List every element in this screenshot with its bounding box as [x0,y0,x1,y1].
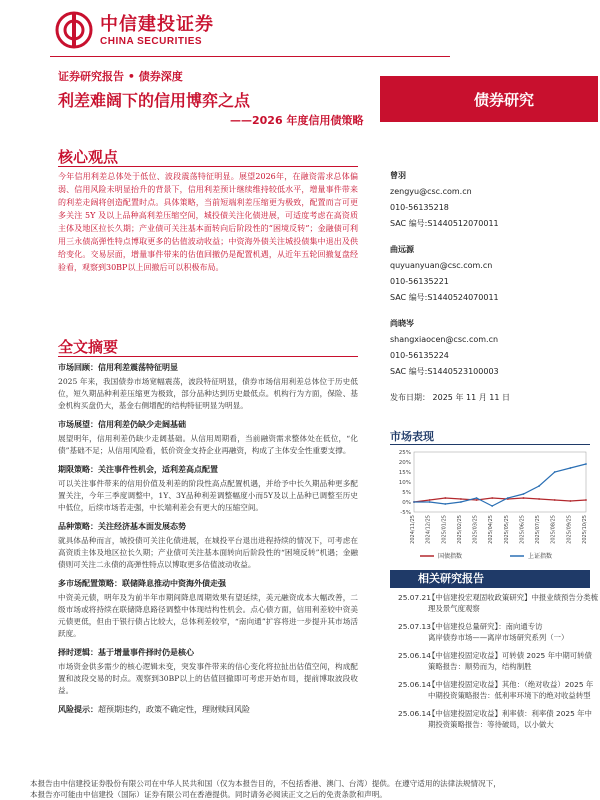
related-list [398,592,598,737]
market-heading: 市场表现 [390,430,434,443]
data-point [585,499,587,501]
related-item[interactable] [398,632,598,643]
legend-label: 国债指数 [438,553,463,560]
core-text: 今年信用利差总体处于低位、波段震荡特征明显。展望2026年，在融资需求总体偏弱、信用风险未明显抬升的背景下，信用利差预计继续维持较低水平，增量事件带来的利差走阔将创造配置时点。具体策略，当前短端利差压缩更为极致，配置而言可更多关注 5Y 及以上品种高利差压缩空间，城投债关注化债进展，可适度考虑在高资质主体及地区拉长久期；产业债可关注基本面转向后阶段性的“困境反转”；金融债可利用三永债高弹性特点博取更多的估值波动收益；中资海外债关注城投债集中退出及供给变化。交易层面，增量事件带来的估值回撤仍是配置机遇，从近年五轮回撤复盘经验看，观察到30BP以上回撤后可以积极布局。 [58,172,358,272]
series-line [414,464,586,506]
analyst-sac: SAC 编号:S1440524070011 [390,293,499,302]
logo [54,10,214,50]
header-rule [50,56,450,57]
analyst-phone: 010-56135224 [390,351,449,360]
market-rule [390,444,590,445]
related-date: 25.06.14 [398,680,431,689]
publish-date: 发布日期： 2025 年 11 月 11 日 [390,393,510,402]
y-tick-label: 20% [398,460,411,466]
risk-text: 超预期违约，政策不确定性，理财赎回风险 [98,705,250,714]
x-tick-label: 2025/02/25 [456,515,463,544]
logo-text-cn: 中信建投证券 [100,13,214,35]
data-point [413,501,415,503]
analyst-name: 尚晓岑 [390,319,414,328]
summary-block-body: 2025 年来，我国债券市场宽幅震荡，波段特征明显，债券市场信用利差总体位于历史低位，短久期品种利差压缩更为极致，部分品种达到历史最低点。机构行为方面，保险、基金机构买盘仍大，基金右侧增配的结构特征明显为明显。 [58,377,358,410]
related-title[interactable]: 【中信建投总量研究】：南向通专访 [428,622,543,631]
x-tick-label: 2025/04/25 [488,515,495,544]
x-tick-label: 2025/05/25 [503,515,510,544]
summary-block-body: 可以关注事件带来的信用价值及利差的阶段性高点配置机遇，并给予中长久期品种更多配置关注，今年三季度调整中，1Y、3Y品种利差调整幅度小而5Y及以上品种已调整至历史中低位，后续市场若走强，中长端利差会有更大的压缩空间。 [58,479,358,512]
summary-section [58,362,358,715]
data-point [569,467,571,469]
summary-block-heading: 市场展望：信用利差仍缺少走阔基础 [58,420,186,429]
related-date: 25.07.21 [398,593,431,602]
data-point [554,471,556,473]
data-point [429,501,431,503]
related-item[interactable] [398,621,598,632]
summary-block [58,419,358,457]
analyst-sac: SAC 编号:S1440523100003 [390,367,499,376]
data-point [460,498,462,500]
analyst-email: shangxiaocen@csc.com.cn [390,335,499,344]
disclaimer-line: 本报告由中信建投证券股份有限公司在中华人民共和国（仅为本报告目的，不包括香港、澳门、台湾）提供。在遵守适用的法律法规情况下， [30,779,501,788]
analyst-name: 曾羽 [390,171,406,180]
related-item[interactable] [398,650,598,672]
data-point [507,497,509,499]
related-title[interactable]: 【中信建投宏观固收政策研究】中报业绩预告分类梳理及景气度观察 [428,593,598,613]
x-tick-label: 2025/01/25 [441,515,448,544]
section-banner: 债券研究 [380,76,598,122]
data-point [491,497,493,499]
x-tick-label: 2024/11/25 [410,515,416,544]
data-point [523,493,525,495]
related-date: 25.07.13 [398,622,431,631]
related-date: 25.06.14 [398,709,431,718]
summary-block-body: 市场资金供多需少的核心逻辑未变，突发事件带来的信心变化将拉扯出估值空间，构成配置和波段交易的时点。观察到30BP以上的估值回撤即可考虑开始布局，提前博取波段收益。 [58,662,358,695]
data-point [444,497,446,499]
y-tick-label: 5% [402,490,411,496]
x-tick-label: 2025/03/25 [472,515,479,544]
core-heading: 核心观点 [58,148,119,166]
related-heading: 相关研究报告 [390,570,590,588]
summary-block [58,578,358,640]
summary-block-heading: 期限策略：关注事件性机会，适利差高点配置 [58,465,218,474]
analyst-card [390,170,550,230]
related-item[interactable] [398,679,598,701]
summary-block-body: 展望明年，信用利差仍缺少走阔基础。从信用周期看，当前融资需求整体处在低位，“化债”基础不足；从信用风险看，低价资金支持企业再融资，构成了主体安全性重要支撑。 [58,434,358,455]
data-point [585,463,587,465]
legend-label: 上证指数 [528,553,553,560]
disclaimer-line: 本报告亦可能由中信建投（国际）证券有限公司在香港提供。同时请务必阅读正文之后的免责条款和声明。 [30,790,387,799]
data-point [429,499,431,501]
data-point [476,499,478,501]
data-point [569,500,571,502]
summary-block-heading: 择时逻辑：基于增量事件择时仍是核心 [58,648,194,657]
data-point [460,501,462,503]
y-tick-label: 10% [398,480,411,486]
x-tick-label: 2025/09/25 [566,515,573,544]
summary-block [58,362,358,412]
data-point [538,498,540,500]
y-tick-label: 0% [402,500,411,506]
analyst-panel [390,170,550,404]
x-tick-label: 2025/08/25 [550,515,557,544]
summary-heading: 全文摘要 [58,338,119,356]
data-point [476,497,478,499]
summary-rule [58,356,358,357]
csc-logo-icon [54,10,94,50]
related-date: 25.06.14 [398,651,431,660]
x-tick-label: 2024/12/25 [425,515,432,544]
y-tick-label: 15% [398,470,411,476]
data-point [444,503,446,505]
analyst-sac: SAC 编号:S1440512070011 [390,219,499,228]
core-rule [58,166,358,167]
risk-note [58,704,358,715]
x-tick-label: 2025/10/25 [582,515,588,544]
analyst-name: 曲远源 [390,245,414,254]
related-title[interactable]: 离岸债券市场——离岸市场研究系列（一） [428,633,569,642]
x-tick-label: 2025/06/25 [519,515,526,544]
summary-block-heading: 多市场配置策略：联储降息推动中资海外债走强 [58,579,226,588]
summary-block [58,521,358,571]
logo-text-en: CHINA SECURITIES [100,35,203,47]
analyst-phone: 010-56135218 [390,203,449,212]
summary-block [58,464,358,514]
related-title[interactable]: 【中信建投固定收益】其他：（绝对收益）2025 年中期投资策略报告：低利率环境下的绝对收益转型 [428,680,594,700]
related-title[interactable]: 【中信建投固定收益】可转债 2025 年中期可转债策略报告：顺势而为，结构制胜 [428,651,592,671]
related-title[interactable]: 【中信建投固定收益】利率债：利率债 2025 年中期投资策略报告：等待破局，以小做大 [428,709,592,729]
analyst-card [390,244,550,304]
report-subtitle: ——2026 年度信用债策略 [230,114,364,127]
y-tick-label: -5% [400,510,411,516]
report-title: 利差难阔下的信用博弈之点 [58,91,251,110]
related-item[interactable] [398,708,598,730]
data-point [538,485,540,487]
data-point [491,505,493,507]
summary-block [58,647,358,697]
risk-label: 风险提示： [58,705,98,714]
summary-block-heading: 市场回顾：信用利差震荡特征明显 [58,363,178,372]
analyst-email: quyuanyuan@csc.com.cn [390,261,493,270]
related-item[interactable] [398,592,598,614]
breadcrumb: 证券研究报告 • 债券深度 [58,70,183,83]
summary-block-body: 就具体品种而言，城投债可关注化债进展，在城投平台退出进程持续的情况下，可考虑在高资质主体及地区拉长久期；产业债可关注基本面转向后阶段性的“困境反转”机遇；金融债则可关注二永债的高弹性特点以博取更多估值波动收益。 [58,536,358,569]
market-chart [390,446,590,564]
disclaimer-footer [30,778,590,800]
x-tick-label: 2025/07/25 [535,515,542,544]
analyst-email: zengyu@csc.com.cn [390,187,472,196]
analyst-card [390,318,550,378]
y-tick-label: 25% [398,450,411,456]
summary-block-heading: 品种策略：关注经济基本面发展态势 [58,522,186,531]
summary-block-body: 中资美元债，明年及为前半年市期间降息周期效果有望延续，美元融资成本大幅改善，二级市场或将持续在联储降息路径调整中体现结构性机会。点心债方面，信用利差较中资美元债更低，但由于银行债占比较大，总体利差较窄，“南向通”扩容将进一步提升其市场活跃度。 [58,593,358,638]
data-point [523,497,525,499]
data-point [554,499,556,501]
related-date [398,632,428,643]
analyst-phone: 010-56135221 [390,277,449,286]
